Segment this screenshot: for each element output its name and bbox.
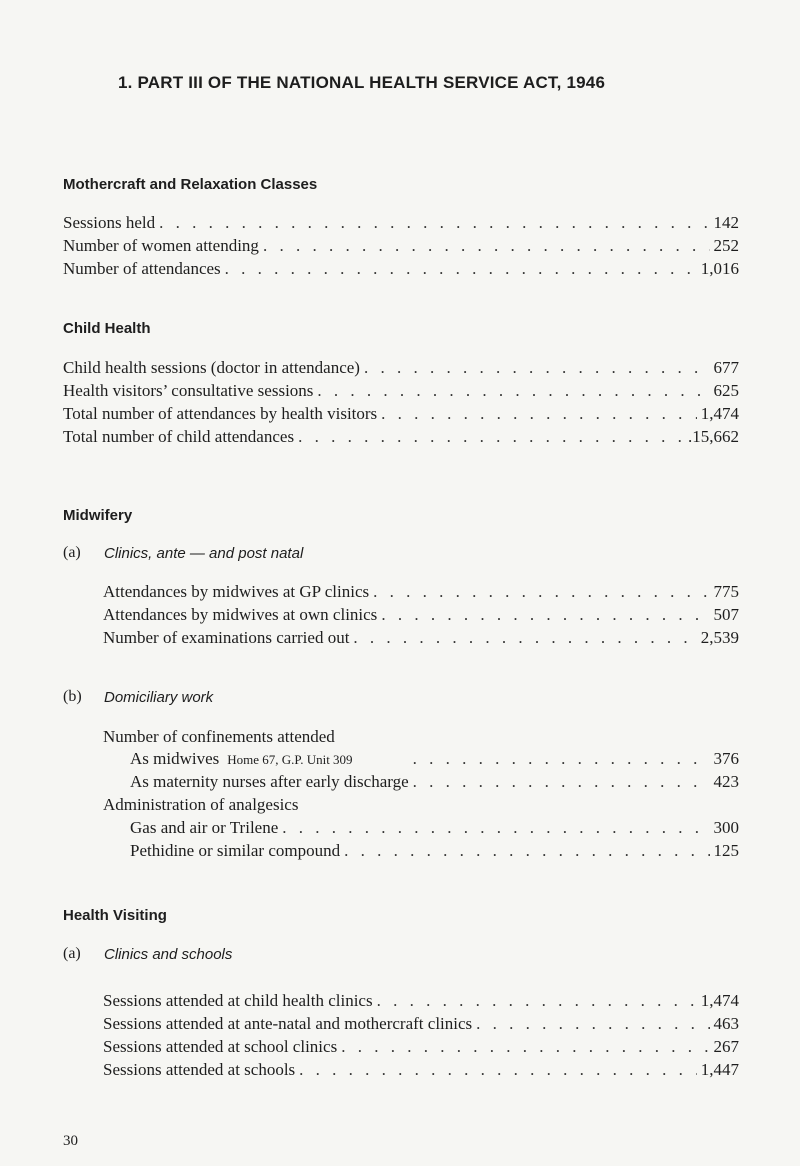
row-midwives-own-clinics	[103, 605, 739, 627]
heading-health-visiting: Health Visiting	[63, 907, 167, 924]
row-value: 1,474	[700, 991, 739, 1010]
row-value: 1,016	[700, 259, 739, 278]
leader-dots	[263, 236, 710, 256]
row-label: Health visitors’ consultative sessions	[63, 381, 314, 400]
leader-dots	[476, 1014, 709, 1034]
row-midwives-gp-clinics	[103, 582, 739, 604]
heading-child-health: Child Health	[63, 320, 151, 337]
heading-mothercraft: Mothercraft and Relaxation Classes	[63, 176, 318, 193]
leader-dots	[282, 818, 709, 838]
row-gas-and-air	[130, 818, 739, 840]
leader-dots	[381, 404, 697, 424]
row-value: 625	[713, 381, 739, 400]
row-women-attending	[63, 236, 739, 258]
row-label: Sessions attended at schools	[103, 1060, 296, 1079]
row-school-clinics	[103, 1037, 739, 1059]
analgesics-label: Administration of analgesics	[103, 795, 299, 814]
leader-dots	[225, 259, 697, 279]
row-value: 376	[713, 749, 739, 768]
row-label: Number of examinations carried out	[103, 628, 350, 647]
row-consultative-sessions	[63, 381, 739, 403]
row-sessions-held	[63, 213, 739, 235]
row-value: 423	[713, 772, 739, 791]
subheading-text: Domiciliary work	[104, 689, 214, 706]
leader-dots	[344, 841, 709, 861]
leader-dots	[364, 358, 710, 378]
row-value: 125	[713, 841, 739, 860]
subheading-domiciliary-work	[63, 688, 214, 706]
leader-dots	[159, 213, 709, 233]
page-number: 30	[63, 1133, 78, 1149]
row-label: Total number of attendances by health visitors	[63, 404, 378, 423]
row-label: Sessions attended at child health clinics	[103, 991, 373, 1010]
leader-dots	[377, 991, 697, 1011]
item-marker: (b)	[63, 688, 82, 705]
row-child-health-sessions	[63, 358, 739, 380]
leader-dots	[413, 772, 710, 792]
subheading-clinics-ante-post	[63, 544, 304, 562]
row-value: 252	[713, 236, 739, 255]
row-value: 507	[713, 605, 739, 624]
leader-dots	[317, 381, 709, 401]
leader-dots	[299, 1060, 697, 1080]
row-examinations	[103, 628, 739, 650]
row-attendances-health-visitors	[63, 404, 739, 426]
row-maternity-nurses	[130, 772, 739, 794]
row-note: Home 67, G.P. Unit 309	[227, 752, 353, 767]
row-value: 142	[713, 213, 739, 232]
row-label: Sessions held	[63, 213, 156, 232]
row-label: As midwives	[130, 749, 220, 768]
row-value: 463	[713, 1014, 739, 1033]
row-child-attendances	[63, 427, 739, 449]
row-as-midwives	[130, 749, 739, 771]
row-value: 267	[713, 1037, 739, 1056]
subheading-text: Clinics, ante — and post natal	[104, 545, 304, 562]
row-label: Sessions attended at ante-natal and mothercraft clinics	[103, 1014, 473, 1033]
row-value: 1,474	[700, 404, 739, 423]
confinements-label: Number of confinements attended	[103, 727, 335, 746]
row-attendances	[63, 259, 739, 281]
leader-dots	[381, 605, 709, 625]
leader-dots	[373, 582, 709, 602]
row-value: .15,662	[688, 427, 739, 446]
row-label: Pethidine or similar compound	[130, 841, 341, 860]
row-value: 677	[713, 358, 739, 377]
row-schools	[103, 1060, 739, 1082]
row-label: Total number of child attendances	[63, 427, 295, 446]
row-label: Number of attendances	[63, 259, 221, 278]
row-value: 2,539	[700, 628, 739, 647]
row-value: 775	[713, 582, 739, 601]
row-ante-natal-clinics	[103, 1014, 739, 1036]
item-marker: (a)	[63, 945, 81, 962]
leader-dots	[413, 749, 710, 769]
row-label: Child health sessions (doctor in attendance)	[63, 358, 360, 377]
page-title: 1. PART III OF THE NATIONAL HEALTH SERVICE ACT, 1946	[118, 73, 606, 92]
row-label: Sessions attended at school clinics	[103, 1037, 338, 1056]
heading-midwifery: Midwifery	[63, 507, 133, 524]
row-child-health-clinics	[103, 991, 739, 1013]
leader-dots	[298, 427, 684, 447]
leader-dots	[341, 1037, 709, 1057]
row-label: Number of women attending	[63, 236, 259, 255]
row-value: 1,447	[700, 1060, 739, 1079]
leader-dots	[353, 628, 696, 648]
row-label: Gas and air or Trilene	[130, 818, 279, 837]
row-label: As maternity nurses after early discharge	[130, 772, 409, 791]
item-marker: (a)	[63, 544, 81, 561]
row-value: 300	[713, 818, 739, 837]
subheading-text: Clinics and schools	[104, 946, 233, 963]
row-label: Attendances by midwives at GP clinics	[103, 582, 370, 601]
subheading-clinics-schools	[63, 945, 233, 963]
row-label: Attendances by midwives at own clinics	[103, 605, 378, 624]
row-pethidine	[130, 841, 739, 863]
